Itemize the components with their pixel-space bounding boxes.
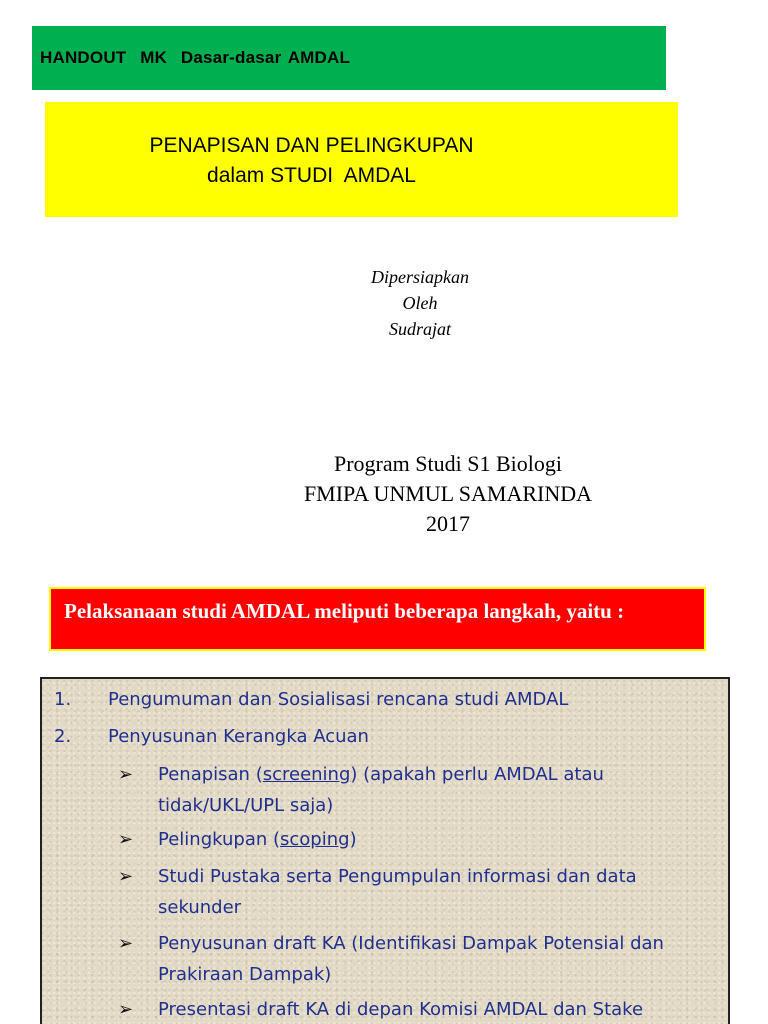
steps-list	[40, 677, 730, 1024]
scoping-link[interactable]: scoping	[280, 829, 350, 850]
list-item-number: 1.	[54, 689, 72, 710]
title-box	[45, 102, 678, 217]
handout-label: HANDOUT MK Dasar-dasar AMDAL	[40, 48, 351, 67]
arrow-bullet-icon: ➢	[118, 999, 134, 1020]
arrow-bullet-icon: ➢	[118, 764, 134, 785]
sub-item-text: Penapisan (	[158, 764, 263, 785]
arrow-bullet-icon: ➢	[118, 866, 134, 887]
program-name: Program Studi S1 Biologi	[334, 451, 562, 476]
year: 2017	[426, 511, 470, 536]
arrow-bullet-icon: ➢	[118, 829, 134, 850]
sub-item-text: Pelingkupan (	[158, 829, 281, 850]
sub-item-text: Penyusunan draft KA (Identifikasi Dampak Potensial dan Prakiraan Dampak)	[158, 933, 664, 985]
faculty-name: FMIPA UNMUL SAMARINDA	[303, 481, 593, 506]
list-item-number: 2.	[54, 726, 72, 747]
title-line-2: dalam STUDI AMDAL	[207, 164, 416, 187]
title-line-1: PENAPISAN DAN PELINGKUPAN	[149, 134, 474, 157]
intro-text: Pelaksanaan studi AMDAL meliputi beberapa langkah, yaitu :	[64, 599, 625, 623]
author-block	[320, 264, 520, 342]
author-line-1: Dipersiapkan	[371, 267, 469, 287]
author-line-2: Oleh	[402, 293, 438, 313]
author-name: Sudrajat	[388, 319, 451, 339]
arrow-bullet-icon: ➢	[118, 933, 134, 954]
sub-item-text: Presentasi draft KA di depan Komisi AMDAL dan Stake	[158, 999, 644, 1020]
sub-item-text: Studi Pustaka serta Pengumpulan informasi dan data sekunder	[158, 866, 637, 918]
handout-header-bar	[32, 26, 666, 90]
list-item-text: Penyusunan Kerangka Acuan	[108, 726, 369, 747]
sub-item-text-suffix: )	[349, 829, 357, 850]
sub-item-text-suffix: ) (apakah perlu AMDAL atau tidak/UKL/UPL saja)	[158, 764, 604, 816]
institution-block	[248, 449, 648, 539]
intro-box	[49, 587, 706, 651]
screening-link[interactable]: screening	[262, 764, 351, 785]
list-item-text: Pengumuman dan Sosialisasi rencana studi AMDAL	[108, 689, 569, 710]
